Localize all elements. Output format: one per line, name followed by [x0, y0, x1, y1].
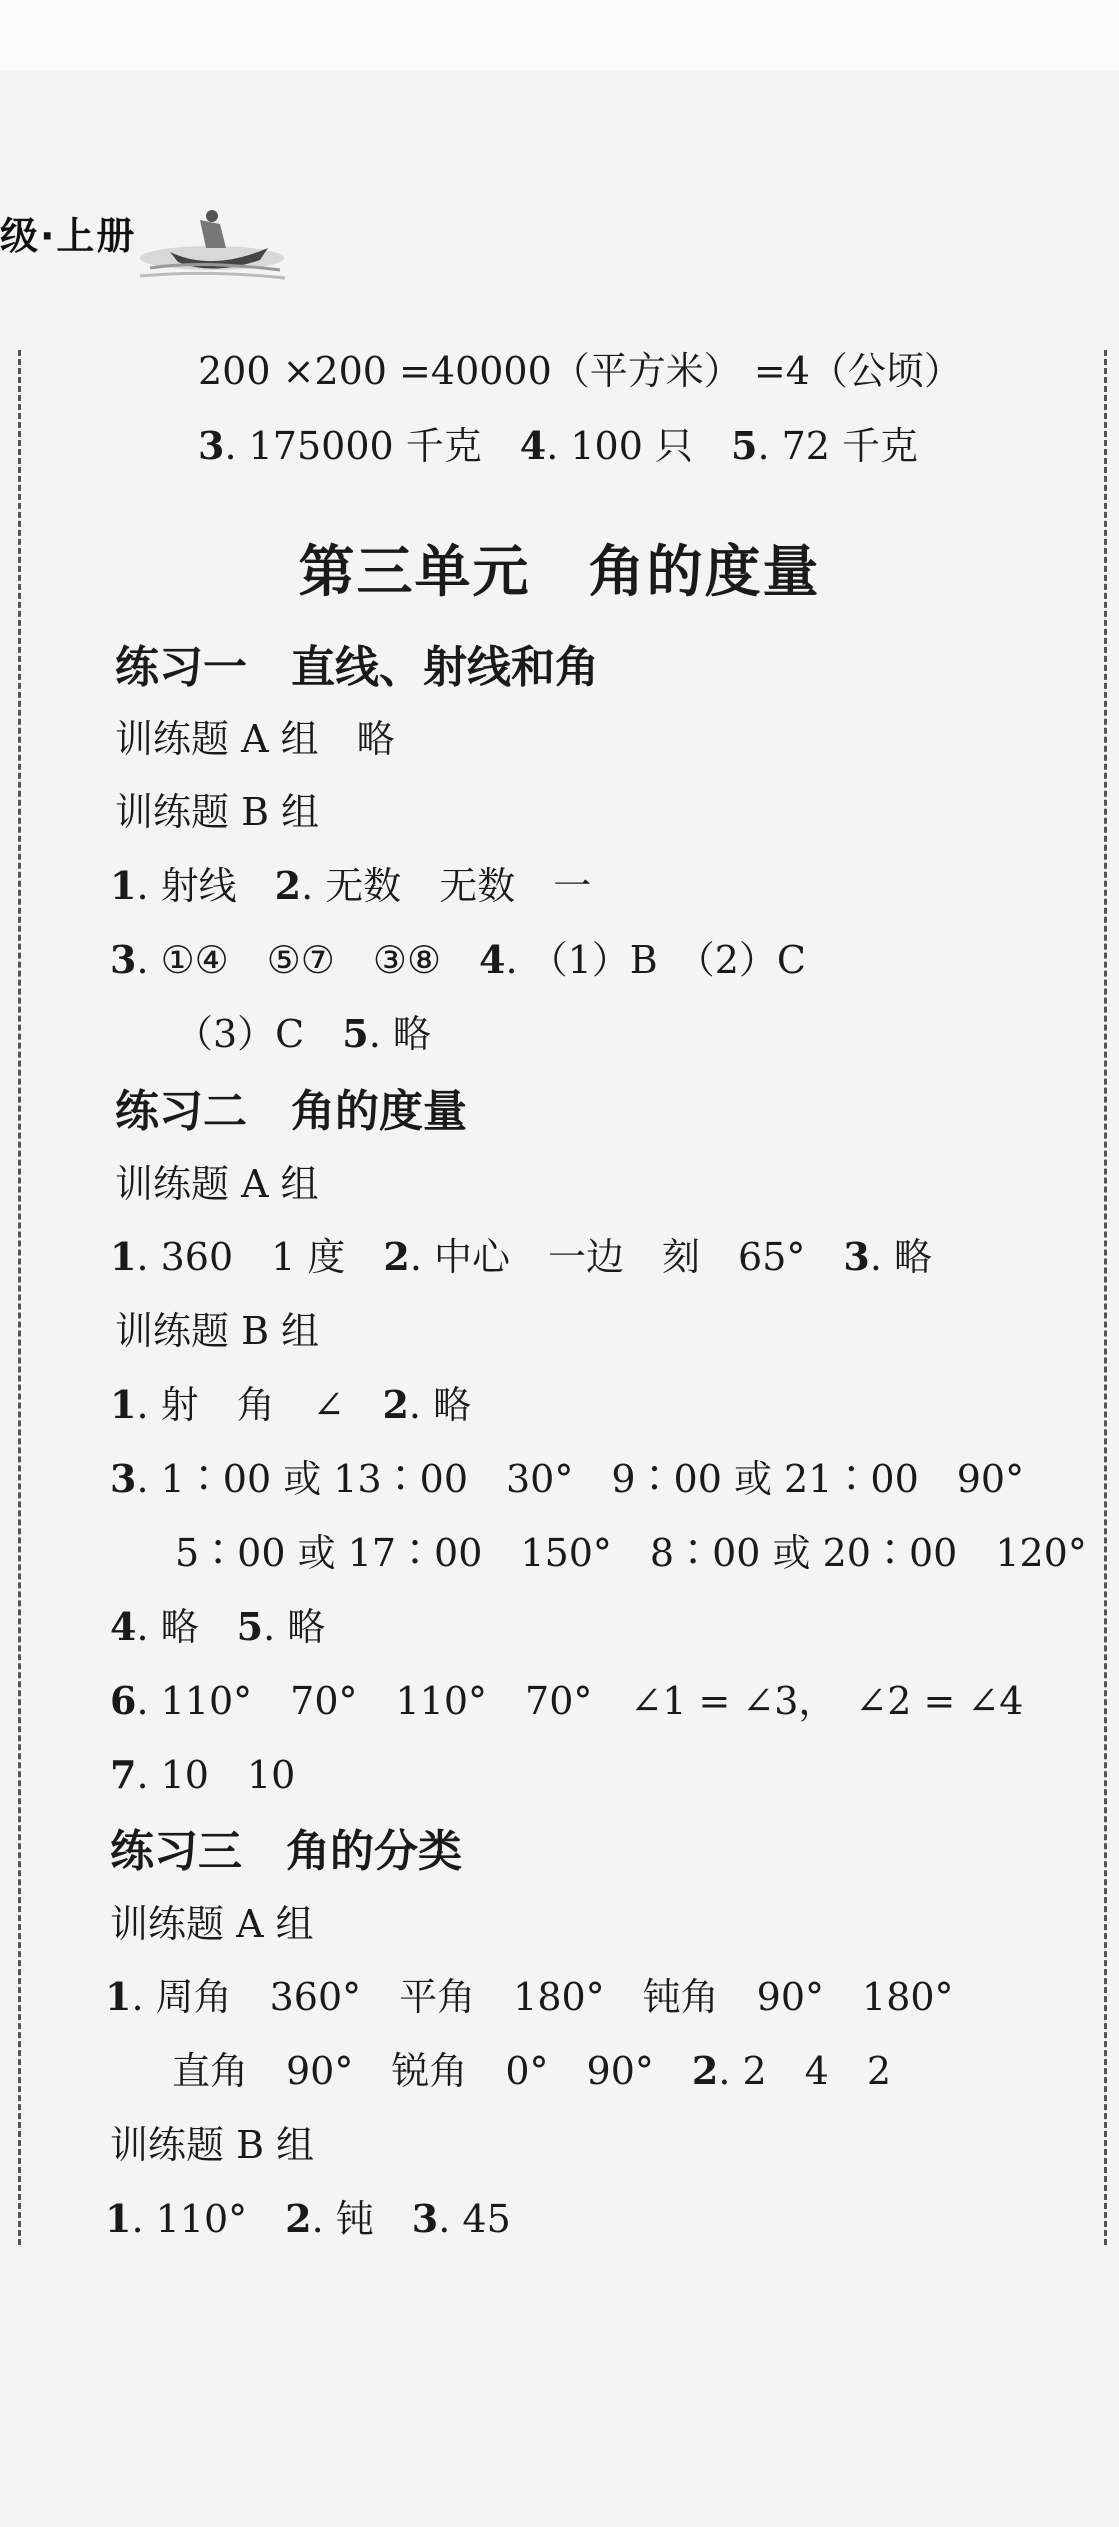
header-title: 级·上册 — [0, 214, 137, 258]
answer-text: . 10 10 — [136, 1753, 296, 1797]
answer-line: 5∶00 或 17∶00 150° 8∶00 或 20∶00 120° — [175, 1531, 1087, 1575]
answer-text: . 2 4 2 — [718, 2049, 892, 2093]
question-number: 1 — [110, 1382, 137, 1427]
answer-line — [105, 1974, 954, 2019]
answer-line — [110, 1752, 296, 1797]
answer-text: . 略 — [368, 1012, 431, 1056]
answer-line — [110, 1234, 932, 1279]
group-label: 训练题 B 组 — [110, 2123, 315, 2167]
question-number: 4 — [519, 423, 547, 468]
answer-text: . 360 1 度 — [136, 1235, 384, 1279]
right-dashed-border — [1104, 350, 1107, 2245]
top-margin — [0, 0, 1119, 70]
answer-line — [110, 1456, 1025, 1501]
answer-line — [172, 2048, 892, 2093]
answer-line — [110, 937, 806, 982]
answer-line — [198, 423, 919, 468]
answer-text: . 周角 360° 平角 180° 钝角 90° 180° — [131, 1975, 954, 2019]
answer-text: . ①④ ⑤⑦ ③⑧ — [136, 938, 480, 982]
answer-text: . 72 千克 — [757, 424, 919, 468]
left-dashed-border — [18, 350, 21, 2245]
answer-line — [110, 1604, 326, 1649]
section-title: 练习一 直线、射线和角 — [115, 642, 599, 693]
question-number: 3 — [110, 1456, 137, 1501]
answer-line: 200 ×200 =40000（平方米） =4（公顷） — [198, 349, 962, 393]
question-number: 1 — [105, 2196, 132, 2241]
question-number: 3 — [411, 2196, 439, 2241]
question-number: 2 — [382, 1382, 409, 1427]
answer-text: . 略 — [869, 1235, 932, 1279]
question-number: 3 — [110, 937, 137, 982]
boat-illustration — [140, 190, 285, 285]
answer-text: 直角 90° 锐角 0° 90° — [172, 2049, 692, 2093]
answer-text: . 略 — [136, 1605, 237, 1649]
answer-text: （3）C — [175, 1012, 343, 1056]
question-number: 1 — [105, 1974, 132, 2019]
question-number: 2 — [274, 863, 302, 908]
question-number: 3 — [843, 1234, 870, 1279]
answer-text: . 射线 — [136, 864, 275, 908]
question-number: 2 — [383, 1234, 410, 1279]
answer-text: . 100 只 — [546, 424, 731, 468]
group-label: 训练题 A 组 — [110, 1902, 314, 1946]
question-number: 2 — [285, 2196, 312, 2241]
group-label: 训练题 A 组 略 — [115, 717, 395, 761]
question-number: 7 — [110, 1752, 137, 1797]
answer-line — [105, 2196, 511, 2241]
question-number: 5 — [342, 1011, 369, 1056]
question-number: 4 — [110, 1604, 137, 1649]
question-number: 6 — [110, 1678, 137, 1723]
question-number: 2 — [691, 2048, 719, 2093]
question-number: 1 — [110, 863, 137, 908]
answer-text: . 略 — [263, 1605, 326, 1649]
answer-line — [110, 863, 592, 908]
answer-text: . 45 — [438, 2197, 511, 2241]
group-label: 训练题 B 组 — [115, 1309, 320, 1353]
group-label: 训练题 A 组 — [115, 1162, 319, 1206]
section-title: 练习二 角的度量 — [115, 1086, 467, 1137]
answer-text: . 无数 无数 一 — [301, 864, 592, 908]
answer-text: . 1∶00 或 13∶00 30° 9∶00 或 21∶00 90° — [136, 1457, 1025, 1501]
question-number: 5 — [236, 1604, 264, 1649]
answer-text: . 中心 一边 刻 65° — [409, 1235, 844, 1279]
answer-text: . （1）B （2）C — [505, 938, 806, 982]
section-title: 练习三 角的分类 — [110, 1826, 462, 1877]
answer-text: . 钝 — [311, 2197, 412, 2241]
answer-text: . 110° — [131, 2197, 286, 2241]
answer-text: . 110° 70° 110° 70° ∠1 = ∠3， ∠2 = ∠4 — [136, 1679, 1024, 1723]
answer-line — [110, 1678, 1024, 1723]
answer-line — [175, 1011, 431, 1056]
question-number: 1 — [110, 1234, 137, 1279]
answer-text: . 射 角 ∠ — [136, 1383, 383, 1427]
answer-line — [110, 1382, 472, 1427]
unit-title: 第三单元 角的度量 — [298, 540, 821, 605]
answer-text: . 略 — [408, 1383, 472, 1427]
group-label: 训练题 B 组 — [115, 790, 320, 834]
answer-text: . 175000 千克 — [224, 424, 520, 468]
question-number: 3 — [198, 423, 225, 468]
question-number: 4 — [479, 937, 506, 982]
question-number: 5 — [731, 423, 758, 468]
